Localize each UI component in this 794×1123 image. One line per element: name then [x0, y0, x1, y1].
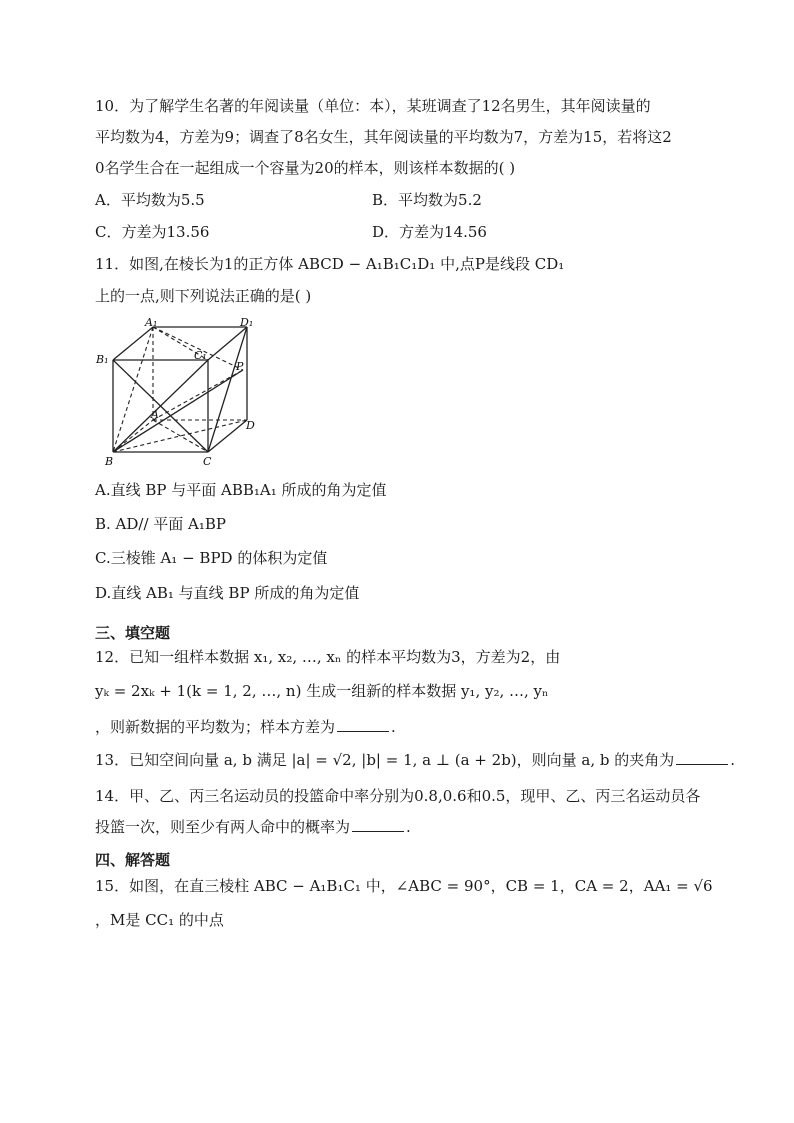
q14-line2	[95, 817, 411, 837]
q12-line3	[95, 717, 396, 737]
label-d: D	[246, 419, 255, 432]
q10-option-c: C．方差为13.56	[95, 223, 210, 241]
seg-cd1	[208, 327, 247, 452]
section-heading-fill-in: 三、填空题	[95, 624, 171, 642]
label-c1: C₁	[194, 349, 207, 362]
edge-ba-hidden	[113, 420, 153, 452]
q11-option-c: C.三棱锥 A₁ − BPD 的体积为定值	[95, 549, 328, 567]
label-d1: D₁	[240, 316, 254, 329]
answer-blank[interactable]	[352, 817, 404, 832]
section-heading-answer: 四、解答题	[95, 851, 171, 869]
q13-text: 13．已知空间向量 a, b 满足 |a| = √2, |b| = 1, a ⊥ (a + 2b)，则向量 a, b 的夹角为	[95, 751, 675, 769]
q13-end: .	[730, 751, 736, 769]
q11-option-a: A.直线 BP 与平面 ABB₁A₁ 所成的角为定值	[95, 481, 387, 499]
q10-option-b: B．平均数为5.2	[372, 191, 482, 209]
q11-line1: 11．如图,在棱长为1的正方体 ABCD − A₁B₁C₁D₁ 中,点P是线段 CD₁	[95, 255, 565, 273]
q12-line3-text: ，则新数据的平均数为；样本方差为	[95, 718, 336, 736]
label-p: P	[236, 360, 244, 373]
q12-line2: yₖ = 2xₖ + 1(k = 1, 2, …, n) 生成一组新的样本数据 y₁, y₂, …, yₙ	[95, 682, 549, 700]
q15-line1: 15．如图，在直三棱柱 ABC − A₁B₁C₁ 中，∠ABC = 90°，CB = 1，CA = 2，AA₁ = √6	[95, 877, 713, 895]
q11-option-d: D.直线 AB₁ 与直线 BP 所成的角为定值	[95, 584, 360, 602]
q13-line	[95, 750, 735, 770]
q14-line2-text: 投篮一次，则至少有两人命中的概率为	[95, 818, 351, 836]
q10-line1: 10．为了解学生名著的年阅读量（单位：本），某班调查了12名男生，其年阅读量的	[95, 97, 651, 115]
q10-option-a: A．平均数为5.5	[95, 191, 205, 209]
q10-option-d: D．方差为14.56	[372, 223, 487, 241]
label-a1: A₁	[145, 316, 158, 329]
edge-cd	[208, 420, 247, 452]
label-c: C	[203, 455, 212, 468]
cube-figure	[95, 315, 270, 470]
label-b1: B₁	[96, 353, 109, 366]
q10-line3: 0名学生合在一起组成一个容量为20的样本，则该样本数据的( )	[95, 159, 516, 177]
label-b: B	[105, 455, 114, 468]
q14-line1: 14．甲、乙、丙三名运动员的投篮命中率分别为0.8,0.6和0.5，现甲、乙、丙三名运动员各	[95, 787, 701, 805]
edge-c1d1	[208, 327, 247, 360]
q15-line2: ，M是 CC₁ 的中点	[95, 911, 224, 929]
edge-b1a1	[113, 327, 153, 360]
seg-ap-hidden	[153, 370, 243, 420]
q11-option-b: B. AD// 平面 A₁BP	[95, 515, 227, 533]
q14-line2-end: .	[406, 818, 411, 836]
label-a: A	[151, 408, 159, 421]
q11-line2: 上的一点,则下列说法正确的是( )	[95, 287, 312, 305]
answer-blank[interactable]	[337, 717, 389, 732]
q10-line2: 平均数为4，方差为9；调查了8名女生，其年阅读量的平均数为7，方差为15，若将这2	[95, 128, 672, 146]
q12-line1: 12．已知一组样本数据 x₁, x₂, …, xₙ 的样本平均数为3，方差为2，由	[95, 648, 561, 666]
answer-blank[interactable]	[676, 750, 728, 765]
q12-line3-end: .	[391, 718, 396, 736]
